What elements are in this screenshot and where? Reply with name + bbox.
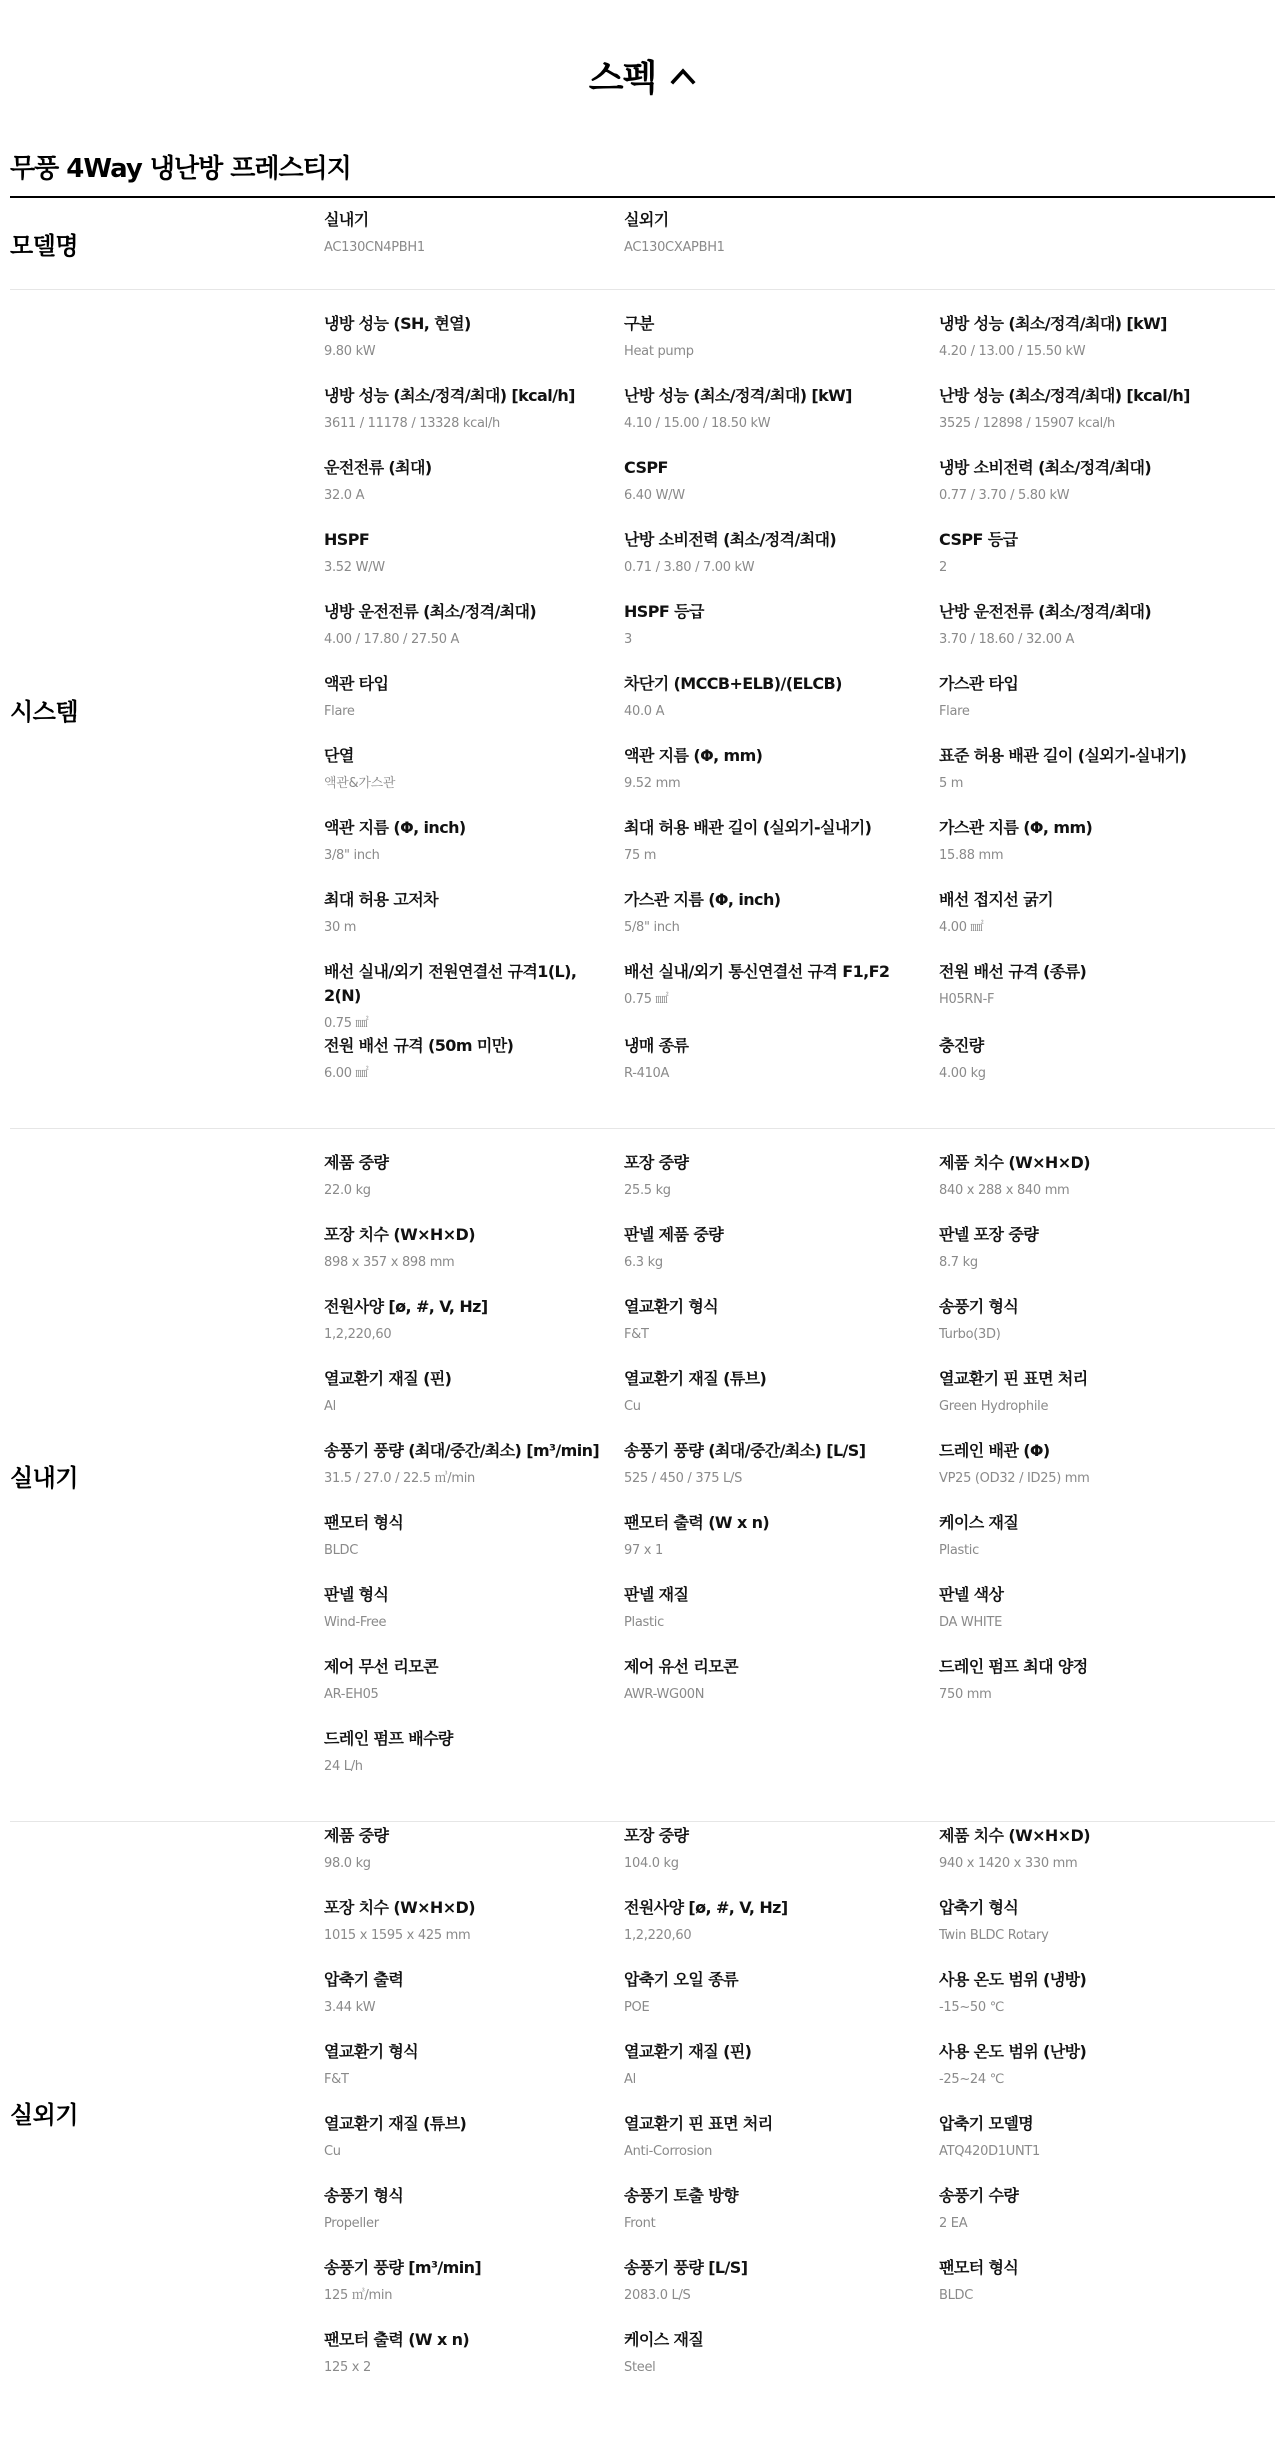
spec-value: F&T bbox=[624, 1327, 649, 1342]
spec-grid bbox=[324, 1824, 1275, 2400]
spec-item bbox=[939, 1367, 1239, 1439]
spec-value: 24 L/h bbox=[324, 1759, 363, 1774]
spec-label: 배선 접지선 굵기 bbox=[939, 890, 1053, 909]
spec-label: 드레인 펌프 배수량 bbox=[324, 1729, 453, 1748]
spec-item bbox=[624, 1223, 939, 1295]
spec-label: 사용 온도 범위 (냉방) bbox=[939, 1970, 1087, 1989]
spec-value: Cu bbox=[324, 2144, 341, 2159]
spec-item bbox=[624, 1439, 939, 1511]
spec-label: 열교환기 재질 (핀) bbox=[624, 2042, 752, 2061]
spec-label: 송풍기 형식 bbox=[939, 1297, 1019, 1316]
spec-label: 냉매 종류 bbox=[624, 1036, 689, 1055]
spec-value: 940 x 1420 x 330 mm bbox=[939, 1856, 1078, 1871]
spec-item bbox=[324, 2328, 624, 2400]
spec-value: 0.77 / 3.70 / 5.80 kW bbox=[939, 488, 1070, 503]
spec-value: 525 / 450 / 375 L/S bbox=[624, 1471, 743, 1486]
spec-item bbox=[324, 384, 624, 456]
spec-grid bbox=[324, 1151, 1275, 1799]
spec-label: 충진량 bbox=[939, 1036, 984, 1055]
spec-item bbox=[939, 456, 1239, 528]
spec-item bbox=[624, 1896, 939, 1968]
spec-value: 25.5 kg bbox=[624, 1183, 671, 1198]
spec-item bbox=[939, 744, 1239, 816]
spec-label: HSPF 등급 bbox=[624, 602, 704, 621]
spec-label: 냉방 성능 (최소/정격/최대) [kW] bbox=[939, 314, 1167, 333]
spec-value: Front bbox=[624, 2216, 656, 2231]
spec-item bbox=[624, 888, 939, 960]
spec-label: 판넬 재질 bbox=[624, 1585, 689, 1604]
spec-value: Wind-Free bbox=[324, 1615, 387, 1630]
spec-item bbox=[939, 1824, 1239, 1896]
spec-item bbox=[939, 2184, 1239, 2256]
spec-label: 케이스 재질 bbox=[624, 2330, 704, 2349]
spec-value: BLDC bbox=[324, 1543, 359, 1558]
spec-item bbox=[939, 816, 1239, 888]
spec-value: 3.44 kW bbox=[324, 2000, 376, 2015]
spec-value: 750 mm bbox=[939, 1687, 992, 1702]
spec-value: 1015 x 1595 x 425 mm bbox=[324, 1928, 471, 1943]
spec-label: 전원 배선 규격 (50m 미만) bbox=[324, 1036, 514, 1055]
spec-value: 75 m bbox=[624, 848, 657, 863]
spec-value: 0.75 ㎟ bbox=[624, 992, 669, 1007]
spec-value: 4.00 kg bbox=[939, 1066, 986, 1081]
spec-item bbox=[324, 528, 624, 600]
spec-item bbox=[624, 960, 939, 1034]
spec-item bbox=[939, 888, 1239, 960]
spec-value: 2083.0 L/S bbox=[624, 2288, 691, 2303]
spec-label: 제품 치수 (W×H×D) bbox=[939, 1826, 1090, 1845]
spec-value: 4.10 / 15.00 / 18.50 kW bbox=[624, 416, 771, 431]
spec-item bbox=[624, 2328, 939, 2400]
spec-item bbox=[939, 1896, 1239, 1968]
spec-item bbox=[939, 528, 1239, 600]
spec-value: 31.5 / 27.0 / 22.5 ㎥/min bbox=[324, 1471, 475, 1486]
spec-label: 운전전류 (최대) bbox=[324, 458, 432, 477]
spec-value: 3 bbox=[624, 632, 632, 647]
spec-item bbox=[624, 384, 939, 456]
spec-value: Green Hydrophile bbox=[939, 1399, 1049, 1414]
spec-toggle-button[interactable] bbox=[589, 50, 697, 101]
spec-item bbox=[624, 1824, 939, 1896]
spec-label: 제품 치수 (W×H×D) bbox=[939, 1153, 1090, 1172]
spec-label: 송풍기 풍량 [m³/min] bbox=[324, 2258, 482, 2277]
spec-label: HSPF bbox=[324, 530, 370, 549]
spec-value: Twin BLDC Rotary bbox=[939, 1928, 1049, 1943]
spec-item bbox=[324, 600, 624, 672]
spec-item bbox=[324, 2112, 624, 2184]
spec-item bbox=[939, 1439, 1239, 1511]
spec-label: 송풍기 풍량 [L/S] bbox=[624, 2258, 748, 2277]
section-model bbox=[10, 198, 1275, 290]
spec-label: 냉방 운전전류 (최소/정격/최대) bbox=[324, 602, 537, 621]
chevron-up-icon bbox=[670, 65, 696, 87]
spec-value: 98.0 kg bbox=[324, 1856, 371, 1871]
spec-item bbox=[324, 456, 624, 528]
spec-item bbox=[624, 816, 939, 888]
spec-label: 액관 지름 (Φ, mm) bbox=[624, 746, 763, 765]
spec-label: 송풍기 풍량 (최대/중간/최소) [m³/min] bbox=[324, 1441, 600, 1460]
spec-value: 22.0 kg bbox=[324, 1183, 371, 1198]
spec-item bbox=[624, 2256, 939, 2328]
spec-title: 스펙 bbox=[588, 58, 657, 99]
spec-value: Flare bbox=[939, 704, 970, 719]
spec-value: Heat pump bbox=[624, 344, 694, 359]
spec-label: 판넬 제품 중량 bbox=[624, 1225, 724, 1244]
spec-label: 가스관 지름 (Φ, inch) bbox=[624, 890, 781, 909]
spec-value: 0.75 ㎟ bbox=[324, 1016, 369, 1031]
spec-label: 송풍기 수량 bbox=[939, 2186, 1019, 2205]
spec-label: 케이스 재질 bbox=[939, 1513, 1019, 1532]
spec-label: 가스관 타입 bbox=[939, 674, 1019, 693]
spec-item bbox=[324, 2184, 624, 2256]
spec-label: 전원 배선 규격 (종류) bbox=[939, 962, 1087, 981]
spec-item bbox=[324, 2040, 624, 2112]
spec-label: 실외기 bbox=[624, 209, 669, 229]
spec-item bbox=[939, 312, 1239, 384]
spec-value: 4.00 / 17.80 / 27.50 A bbox=[324, 632, 460, 647]
spec-value: Plastic bbox=[624, 1615, 664, 1630]
spec-item bbox=[324, 1968, 624, 2040]
spec-value: 6.00 ㎟ bbox=[324, 1066, 369, 1081]
spec-item bbox=[324, 1034, 624, 1106]
spec-item bbox=[324, 1896, 624, 1968]
spec-label: 포장 치수 (W×H×D) bbox=[324, 1898, 475, 1917]
spec-label: 압축기 모델명 bbox=[939, 2114, 1034, 2133]
section-title: 실내기 bbox=[10, 1463, 79, 1492]
spec-item bbox=[939, 960, 1239, 1034]
spec-label: 제품 중량 bbox=[324, 1153, 389, 1172]
spec-label: 최대 허용 배관 길이 (실외기-실내기) bbox=[624, 818, 872, 837]
spec-value: 4.00 ㎟ bbox=[939, 920, 984, 935]
spec-label: 액관 지름 (Φ, inch) bbox=[324, 818, 466, 837]
spec-label: 포장 치수 (W×H×D) bbox=[324, 1225, 475, 1244]
spec-value: Flare bbox=[324, 704, 355, 719]
spec-value: 9.80 kW bbox=[324, 344, 376, 359]
spec-label: 단열 bbox=[324, 746, 354, 765]
spec-item bbox=[324, 816, 624, 888]
spec-label: 냉방 성능 (SH, 현열) bbox=[324, 314, 471, 333]
spec-value: Plastic bbox=[939, 1543, 979, 1558]
spec-value: 3/8" inch bbox=[324, 848, 380, 863]
spec-label: 배선 실내/외기 통신연결선 규격 F1,F2 bbox=[624, 962, 890, 981]
spec-value: 1,2,220,60 bbox=[324, 1327, 392, 1342]
spec-value: Cu bbox=[624, 1399, 641, 1414]
spec-value: 6.40 W/W bbox=[624, 488, 685, 503]
spec-value: 40.0 A bbox=[624, 704, 665, 719]
spec-item bbox=[624, 1655, 939, 1727]
spec-label: 사용 온도 범위 (난방) bbox=[939, 2042, 1087, 2061]
spec-value: 840 x 288 x 840 mm bbox=[939, 1183, 1070, 1198]
spec-item bbox=[624, 2040, 939, 2112]
spec-label: 난방 운전전류 (최소/정격/최대) bbox=[939, 602, 1152, 621]
spec-label: 송풍기 토출 방향 bbox=[624, 2186, 738, 2205]
spec-label: 전원사양 [ø, #, V, Hz] bbox=[324, 1297, 488, 1316]
spec-item bbox=[624, 1583, 939, 1655]
spec-value: Anti-Corrosion bbox=[624, 2144, 713, 2159]
spec-value: 4.20 / 13.00 / 15.50 kW bbox=[939, 344, 1086, 359]
spec-label: 팬모터 출력 (W x n) bbox=[324, 2330, 470, 2349]
spec-label: 제어 유선 리모콘 bbox=[624, 1657, 738, 1676]
spec-value: 6.3 kg bbox=[624, 1255, 663, 1270]
spec-label: 냉방 성능 (최소/정격/최대) [kcal/h] bbox=[324, 386, 575, 405]
spec-label: CSPF bbox=[624, 458, 668, 477]
spec-grid bbox=[324, 312, 1275, 1106]
spec-item bbox=[324, 1295, 624, 1367]
spec-item bbox=[324, 744, 624, 816]
spec-value: Al bbox=[624, 2072, 636, 2087]
section-title: 모델명 bbox=[10, 232, 79, 260]
spec-item bbox=[324, 2256, 624, 2328]
spec-item bbox=[624, 1968, 939, 2040]
spec-label: 압축기 출력 bbox=[324, 1970, 404, 1989]
spec-item bbox=[624, 1511, 939, 1583]
spec-value: BLDC bbox=[939, 2288, 974, 2303]
spec-item bbox=[324, 672, 624, 744]
spec-label: 판넬 포장 중량 bbox=[939, 1225, 1039, 1244]
spec-item bbox=[939, 384, 1239, 456]
spec-label: 열교환기 재질 (핀) bbox=[324, 1369, 452, 1388]
spec-grid bbox=[324, 208, 1275, 280]
spec-label: 전원사양 [ø, #, V, Hz] bbox=[624, 1898, 788, 1917]
spec-label: 최대 허용 고저차 bbox=[324, 890, 438, 909]
spec-value: 8.7 kg bbox=[939, 1255, 978, 1270]
spec-item bbox=[624, 456, 939, 528]
spec-value: AR-EH05 bbox=[324, 1687, 379, 1702]
spec-value: AWR-WG00N bbox=[624, 1687, 705, 1702]
spec-item bbox=[324, 1583, 624, 1655]
spec-value: ATQ420D1UNT1 bbox=[939, 2144, 1041, 2159]
spec-value: Steel bbox=[624, 2360, 656, 2375]
spec-value: VP25 (OD32 / ID25) mm bbox=[939, 1471, 1090, 1486]
spec-value: 15.88 mm bbox=[939, 848, 1004, 863]
spec-value: 898 x 357 x 898 mm bbox=[324, 1255, 455, 1270]
spec-label: 송풍기 형식 bbox=[324, 2186, 404, 2205]
spec-value: 97 x 1 bbox=[624, 1543, 663, 1558]
spec-value: 125 ㎥/min bbox=[324, 2288, 393, 2303]
spec-item bbox=[624, 672, 939, 744]
spec-item bbox=[624, 1151, 939, 1223]
spec-label: 열교환기 형식 bbox=[624, 1297, 719, 1316]
spec-value: F&T bbox=[324, 2072, 349, 2087]
spec-item bbox=[939, 1295, 1239, 1367]
spec-item bbox=[324, 1223, 624, 1295]
spec-value: 0.71 / 3.80 / 7.00 kW bbox=[624, 560, 755, 575]
spec-value: H05RN-F bbox=[939, 992, 995, 1007]
spec-item bbox=[324, 1727, 624, 1799]
spec-value: 9.52 mm bbox=[624, 776, 681, 791]
spec-label: 냉방 소비전력 (최소/정격/최대) bbox=[939, 458, 1152, 477]
spec-item bbox=[624, 600, 939, 672]
spec-value: 3611 / 11178 / 13328 kcal/h bbox=[324, 416, 500, 431]
spec-item bbox=[324, 208, 624, 280]
spec-label: 구분 bbox=[624, 314, 654, 333]
spec-item bbox=[324, 1824, 624, 1896]
spec-item bbox=[939, 672, 1239, 744]
spec-value: -15~50 ℃ bbox=[939, 2000, 1004, 2015]
spec-item bbox=[324, 1151, 624, 1223]
spec-item bbox=[939, 2256, 1239, 2328]
spec-value: R-410A bbox=[624, 1066, 670, 1081]
spec-label: 표준 허용 배관 길이 (실외기-실내기) bbox=[939, 746, 1187, 765]
spec-item bbox=[624, 2112, 939, 2184]
spec-label: 송풍기 풍량 (최대/중간/최소) [L/S] bbox=[624, 1441, 866, 1460]
spec-item bbox=[939, 2040, 1239, 2112]
spec-item bbox=[324, 1655, 624, 1727]
spec-label: 포장 중량 bbox=[624, 1826, 689, 1845]
spec-value: 30 m bbox=[324, 920, 357, 935]
spec-value: POE bbox=[624, 2000, 650, 2015]
spec-label: 열교환기 형식 bbox=[324, 2042, 419, 2061]
spec-value: DA WHITE bbox=[939, 1615, 1003, 1630]
spec-value: -25~24 ℃ bbox=[939, 2072, 1004, 2087]
spec-label: 판넬 형식 bbox=[324, 1585, 389, 1604]
spec-label: 팬모터 출력 (W x n) bbox=[624, 1513, 770, 1532]
spec-value: Al bbox=[324, 1399, 336, 1414]
spec-label: 액관 타입 bbox=[324, 674, 389, 693]
spec-header bbox=[0, 50, 1285, 101]
spec-label: 난방 성능 (최소/정격/최대) [kW] bbox=[624, 386, 852, 405]
spec-item bbox=[324, 960, 624, 1034]
spec-item bbox=[624, 1034, 939, 1106]
spec-value: 2 EA bbox=[939, 2216, 968, 2231]
spec-item bbox=[624, 312, 939, 384]
spec-item bbox=[939, 2112, 1239, 2184]
spec-item bbox=[324, 888, 624, 960]
section-title: 실외기 bbox=[10, 2100, 79, 2129]
spec-label: 드레인 배관 (Φ) bbox=[939, 1441, 1050, 1460]
spec-item bbox=[939, 1034, 1239, 1106]
spec-label: 차단기 (MCCB+ELB)/(ELCB) bbox=[624, 674, 842, 693]
spec-label: 실내기 bbox=[324, 209, 369, 229]
spec-label: 난방 소비전력 (최소/정격/최대) bbox=[624, 530, 837, 549]
spec-item bbox=[624, 528, 939, 600]
section-title: 시스템 bbox=[10, 697, 79, 726]
spec-value: 3525 / 12898 / 15907 kcal/h bbox=[939, 416, 1115, 431]
product-name: 무풍 4Way 냉난방 프레스티지 bbox=[10, 154, 351, 184]
spec-item bbox=[324, 1367, 624, 1439]
spec-value: AC130CXAPBH1 bbox=[624, 239, 725, 255]
section-indoor bbox=[10, 1129, 1275, 1822]
spec-item bbox=[624, 1367, 939, 1439]
spec-item bbox=[624, 2184, 939, 2256]
spec-label: 배선 실내/외기 전원연결선 규격1(L), 2(N) bbox=[324, 962, 577, 1005]
spec-item bbox=[939, 1968, 1239, 2040]
spec-value: 32.0 A bbox=[324, 488, 365, 503]
spec-item bbox=[624, 744, 939, 816]
spec-value: 3.52 W/W bbox=[324, 560, 385, 575]
spec-value: 5 m bbox=[939, 776, 964, 791]
spec-value: 5/8" inch bbox=[624, 920, 680, 935]
spec-item bbox=[324, 312, 624, 384]
spec-label: 팬모터 형식 bbox=[939, 2258, 1019, 2277]
spec-label: 드레인 펌프 최대 양정 bbox=[939, 1657, 1088, 1676]
spec-label: 열교환기 재질 (튜브) bbox=[624, 1369, 767, 1388]
spec-label: 난방 성능 (최소/정격/최대) [kcal/h] bbox=[939, 386, 1190, 405]
spec-label: 압축기 오일 종류 bbox=[624, 1970, 738, 1989]
spec-item bbox=[939, 600, 1239, 672]
spec-label: 열교환기 핀 표면 처리 bbox=[939, 1369, 1088, 1388]
spec-item bbox=[939, 1655, 1239, 1727]
spec-label: CSPF 등급 bbox=[939, 530, 1018, 549]
spec-value: 액관&가스관 bbox=[324, 776, 396, 791]
spec-item bbox=[939, 1223, 1239, 1295]
spec-label: 판넬 색상 bbox=[939, 1585, 1004, 1604]
spec-item bbox=[939, 1583, 1239, 1655]
spec-value: 125 x 2 bbox=[324, 2360, 371, 2375]
spec-value: Turbo(3D) bbox=[939, 1327, 1001, 1342]
spec-label: 제어 무선 리모콘 bbox=[324, 1657, 438, 1676]
spec-item bbox=[624, 208, 939, 280]
spec-value: AC130CN4PBH1 bbox=[324, 239, 425, 255]
spec-label: 열교환기 핀 표면 처리 bbox=[624, 2114, 773, 2133]
spec-item bbox=[624, 1295, 939, 1367]
spec-value: 1,2,220,60 bbox=[624, 1928, 692, 1943]
spec-label: 팬모터 형식 bbox=[324, 1513, 404, 1532]
spec-value: 104.0 kg bbox=[624, 1856, 679, 1871]
spec-label: 제품 중량 bbox=[324, 1826, 389, 1845]
spec-label: 포장 중량 bbox=[624, 1153, 689, 1172]
spec-label: 가스관 지름 (Φ, mm) bbox=[939, 818, 1093, 837]
spec-value: Propeller bbox=[324, 2216, 379, 2231]
spec-item bbox=[324, 1511, 624, 1583]
spec-value: 3.70 / 18.60 / 32.00 A bbox=[939, 632, 1075, 647]
spec-item bbox=[939, 1151, 1239, 1223]
spec-label: 압축기 형식 bbox=[939, 1898, 1019, 1917]
spec-item bbox=[939, 1511, 1239, 1583]
spec-item bbox=[324, 1439, 624, 1511]
spec-value: 2 bbox=[939, 560, 947, 575]
section-outdoor bbox=[10, 1822, 1275, 2402]
spec-label: 열교환기 재질 (튜브) bbox=[324, 2114, 467, 2133]
section-system bbox=[10, 290, 1275, 1129]
